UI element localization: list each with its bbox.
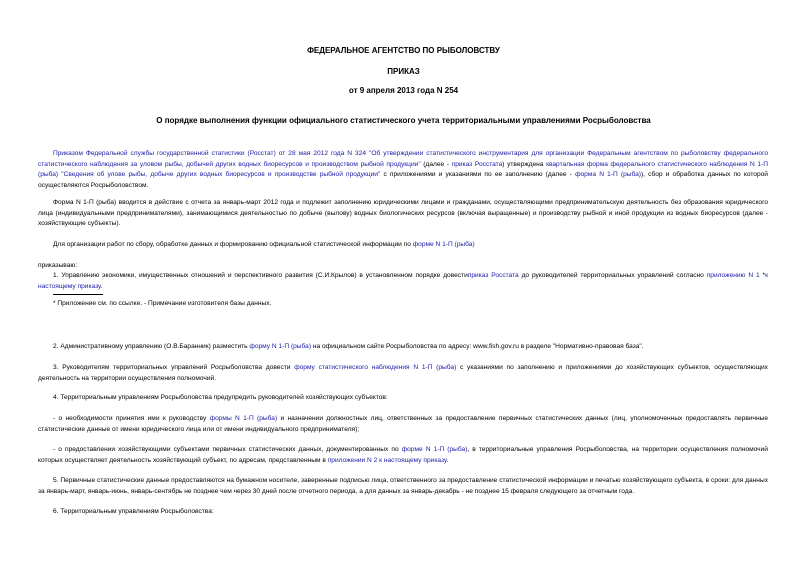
link-appendix-1[interactable]: приложению N 1 [706, 272, 760, 279]
paragraph-item-4: 4. Территориальным управлениям Росрыболовства предупредить руководителей хозяйствующих субъектов: [53, 394, 388, 401]
link-form-1p[interactable]: форма N 1-П (рыба) [575, 171, 641, 178]
doc-title: О порядке выполнения функции официального статистического учета территориальными управлениями Росрыболовства [156, 116, 651, 125]
paragraph-item-4-b: - о предоставлении хозяйствующими субъектами первичных статистических данных, документированных по форме N 1-П (рыба), в территориальные управления Росрыболовства, на территории осуществления полномочий которых осуществляет деятельность хозяйствующий субъект, по адресам, представленным в приложении N 2 к настоящему приказу. [38, 446, 768, 464]
footnote-divider [53, 294, 103, 295]
link-form-1p[interactable]: формы N 1-П (рыба) [209, 415, 278, 422]
paragraph-item-2: 2. Административному управлению (О.В.Баранник) разместить форму N 1-П (рыба) на официальном сайте Росрыболовства по адресу: www.fish.gov.ru в разделе "Нормативно-правовая база". [53, 343, 644, 350]
link-form-1p[interactable]: форме N 1-П (рыба) [401, 446, 468, 453]
paragraph-item-5: 5. Первичные статистические данные предоставляются на бумажном носителе, заверенные подписью лица, ответственного за предоставление статистической информации и печатью хозяйствующего субъекта, в сроки: для данных за январь-март, январь-июнь, январь-сентябрь не позднее чем через 30 дней после отчетного периода, а для данных за январь-декабрь - не позднее 15 февраля следующего за отчетным года. [38, 477, 768, 495]
link-appendix-2[interactable]: приложении N 2 к настоящему приказу [327, 456, 447, 464]
link-quarterly-form[interactable]: квартальная форма федерального статистического наблюдения N 1-П (рыба) "Сведения об улове рыбы, добыче других водных биоресурсов и производстве рыбной продукции" [38, 160, 768, 178]
paragraph-form-intro: Форма N 1-П (рыба) вводится в действие с отчета за январь-март 2012 года и подлежит заполнению юридическими лицами и гражданами, осуществляющими предпринимательскую деятельность без образования юридического лица (индивидуальными предпринимателями), занимающимися деятельностью по добыче (вылову) водных биологических ресурсов (включая выращенные) и производству рыбной и иной продукции из водных биоресурсов (далее - хозяйствующие субъекты). [38, 199, 768, 227]
link-rosstat-order[interactable]: приказ Росстата [467, 272, 519, 279]
agency-name: ФЕДЕРАЛЬНОЕ АГЕНТСТВО ПО РЫБОЛОВСТВУ [307, 46, 500, 55]
link-form-1p[interactable]: форму N 1-П (рыба) [249, 343, 312, 350]
paragraph-item-6: 6. Территориальным управлениям Росрыболовства: [53, 508, 214, 515]
link-form-stat-observation[interactable]: форму статистического наблюдения N 1-П (рыба) [294, 364, 457, 371]
link-to-order[interactable]: к настоящему приказу [38, 272, 768, 290]
paragraph-item-1: 1. Управлению экономики, имущественных отношений и перспективного развития (С.И.Крылов) в установленном порядке довестиприказ Росстата до руководителей территориальных управлений согласно приложению N 1 *к настоящему приказу. [38, 272, 768, 290]
doc-date-number: от 9 апреля 2013 года N 254 [348, 86, 459, 95]
doc-type: ПРИКАЗ [387, 67, 420, 76]
link-rosstat-order-324[interactable]: Приказом Федеральной службы государственной статистики (Росстат) от 28 мая 2012 года N 324 "Об утверждении статистического инструментария для организации Федеральным агентством по рыболовству федерального статистического наблюдения за уловом рыбы, добычей других водных биоресурсов и производством рыбной продукции" [38, 150, 768, 168]
paragraph-item-3: 3. Руководителям территориальных управлений Росрыболовства довести форму статистического наблюдения N 1-П (рыба) с указаниями по заполнению и приложениями до хозяйствующих субъектов, осуществляющих деятельность на территории осуществления полномочий. [38, 364, 768, 382]
footnote: * Приложение см. по ссылке. - Примечание изготовителя базы данных. [53, 300, 272, 307]
paragraph-item-4-a: - о необходимости принятия ими к руководству формы N 1-П (рыба) и назначении должностных лиц, ответственных за предоставление первичных статистических данных (лиц, уполномоченных предоставлять первичные статистические данные от имени юридического лица или от имени индивидуального предпринимателя); [38, 415, 768, 433]
link-form-1p[interactable]: форме N 1-П (рыба) [412, 241, 475, 248]
paragraph-preamble: Приказом Федеральной службы государственной статистики (Росстат) от 28 мая 2012 года N 324 "Об утверждении статистического инструментария для организации Федеральным агентством по рыболовству федерального статистического наблюдения за уловом рыбы, добычей других водных биоресурсов и производством рыбной продукции" (далее - приказ Росстата) утверждена квартальная форма федерального статистического наблюдения N 1-П (рыба) "Сведения об улове рыбы, добыче других водных биоресурсов и производстве рыбной продукции" с приложениями и указаниями по ее заполнению (далее - форма N 1-П (рыба)), сбор и обработка данных по которой осуществляются Росрыболовством. [38, 150, 768, 189]
paragraph-order-word: приказываю: [38, 262, 78, 269]
paragraph-organization: Для организации работ по сбору, обработке данных и формированию официальной статистической информации по форме N 1-П (рыба) [53, 241, 475, 248]
link-rosstat-order[interactable]: приказ Росстата [451, 160, 503, 168]
